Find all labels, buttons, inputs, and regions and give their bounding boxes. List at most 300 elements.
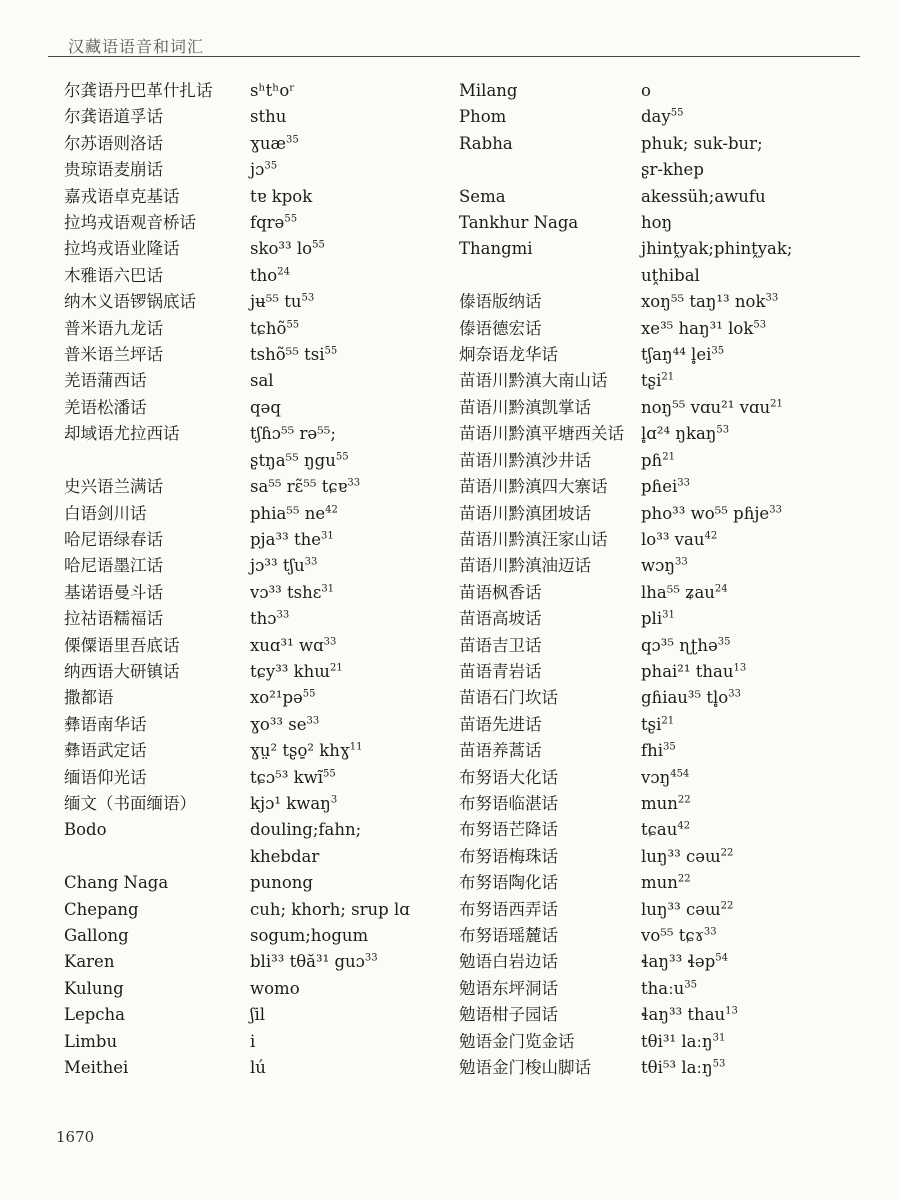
tone-mark: 35 xyxy=(286,134,299,146)
word-form xyxy=(641,263,879,289)
language-name: Phom xyxy=(459,107,507,127)
tone-mark: 55 xyxy=(284,213,298,225)
list-item xyxy=(459,844,879,870)
word-form xyxy=(250,210,464,236)
form-text: tɕɔ⁵³ kwĩ xyxy=(250,767,323,787)
form-text: phuk; suk-bur; xyxy=(641,133,763,153)
word-form xyxy=(641,765,879,791)
word-form xyxy=(250,395,464,421)
list-item xyxy=(64,210,464,236)
tone-mark: 31 xyxy=(712,1032,726,1044)
list-item xyxy=(64,659,464,685)
language-name: 纳西语大研镇话 xyxy=(64,661,180,681)
list-item xyxy=(64,184,464,210)
list-item xyxy=(64,78,464,104)
tone-mark: 35 xyxy=(684,979,698,991)
form-text: mun xyxy=(641,873,678,893)
tone-mark: 55 xyxy=(312,239,325,251)
word-form xyxy=(641,738,879,764)
language-name: Lepcha xyxy=(64,1005,125,1025)
form-text: lha⁵⁵ ʑau xyxy=(641,582,715,602)
list-item xyxy=(459,289,879,315)
tone-mark: 31 xyxy=(662,609,675,621)
list-item xyxy=(459,316,879,342)
tone-mark: 33 xyxy=(675,556,688,568)
tone-mark: 53 xyxy=(301,292,315,304)
tone-mark: 42 xyxy=(704,530,718,542)
language-name: Sema xyxy=(459,186,506,206)
list-item xyxy=(64,580,464,606)
form-text: uṱhibal xyxy=(641,265,700,285)
form-text: vo⁵⁵ tɕɤ xyxy=(641,926,704,945)
form-text: pja³³ the xyxy=(250,529,322,549)
header-rule xyxy=(48,56,860,57)
list-item xyxy=(459,421,879,447)
list-item xyxy=(459,157,879,183)
list-item xyxy=(64,448,464,474)
tone-mark: 24 xyxy=(277,266,290,278)
form-text: tɐ kpok xyxy=(250,186,313,206)
list-item xyxy=(64,923,464,949)
language-name: 苗语先进话 xyxy=(459,714,542,734)
list-item xyxy=(64,553,464,579)
list-item xyxy=(64,712,464,738)
form-text: xoŋ⁵⁵ taŋ¹³ nok xyxy=(641,292,766,312)
language-name: 苗语川黔滇油迈话 xyxy=(459,556,591,576)
form-text: xo²¹pə xyxy=(250,688,303,708)
language-name: Milang xyxy=(459,81,518,100)
word-form xyxy=(250,765,464,791)
list-item xyxy=(459,817,879,843)
tone-mark: 53 xyxy=(716,424,730,436)
word-form xyxy=(250,897,464,923)
list-item xyxy=(459,738,879,764)
word-form xyxy=(250,606,464,632)
language-name: Kulung xyxy=(64,978,124,998)
form-text: o xyxy=(641,81,651,100)
tone-mark: 42 xyxy=(325,504,338,515)
tone-mark: 22 xyxy=(677,794,691,806)
tone-mark: 55 xyxy=(286,319,300,331)
language-name: Meithei xyxy=(64,1058,129,1078)
word-form xyxy=(250,263,464,289)
word-form xyxy=(250,633,464,659)
tone-mark: 21 xyxy=(329,662,343,674)
form-text: jɔ xyxy=(250,160,265,180)
word-form xyxy=(641,923,879,949)
tone-mark: 3 xyxy=(330,794,338,806)
language-name: 彝语南华话 xyxy=(64,714,147,734)
language-name: 苗语川黔滇平塘西关话 xyxy=(459,424,624,444)
form-text: ɬaŋ³³ ɬəp xyxy=(641,952,716,972)
list-item xyxy=(459,527,879,553)
list-item xyxy=(64,738,464,764)
language-name: 贵琼语麦崩话 xyxy=(64,160,163,180)
form-text: day xyxy=(641,107,671,127)
language-name: 苗语石门坎话 xyxy=(459,688,558,708)
form-text: hoŋ xyxy=(641,213,673,233)
form-text: pɦei xyxy=(641,477,678,497)
list-item xyxy=(64,263,464,289)
word-form xyxy=(641,501,879,527)
list-item xyxy=(459,765,879,791)
word-form xyxy=(641,104,879,130)
tone-mark: 24 xyxy=(714,583,728,595)
tone-mark: 33 xyxy=(364,952,378,964)
list-item xyxy=(64,316,464,342)
word-form xyxy=(641,157,879,183)
form-text: jhinṱyak;phinṱyak; xyxy=(641,239,793,259)
form-text: vɔŋ xyxy=(641,767,671,787)
word-form xyxy=(250,368,464,394)
word-form xyxy=(250,342,464,368)
list-item xyxy=(459,342,879,368)
list-item xyxy=(64,501,464,527)
form-text: tʃɦɔ⁵⁵ rə⁵⁵; xyxy=(250,424,336,444)
language-name: 拉坞戎语业隆话 xyxy=(64,239,180,259)
list-item xyxy=(64,1002,464,1028)
form-text: punong xyxy=(250,873,313,893)
word-form xyxy=(641,844,879,870)
list-item xyxy=(64,949,464,975)
form-text: tɕau xyxy=(641,820,678,840)
form-text: xe³⁵ haŋ³¹ lok xyxy=(641,318,754,338)
list-item xyxy=(459,501,879,527)
word-form xyxy=(641,1002,879,1028)
form-text: ɣo³³ se xyxy=(250,714,307,734)
list-item xyxy=(64,685,464,711)
language-name: 基诺语曼斗话 xyxy=(64,582,163,602)
list-item xyxy=(64,897,464,923)
form-text: gɦiau³⁵ tl̥o xyxy=(641,688,729,708)
language-name: 嘉戎语卓克基话 xyxy=(64,186,180,206)
form-text: pli xyxy=(641,609,663,629)
tone-mark: 33 xyxy=(276,609,290,621)
language-name: 布努语西弄话 xyxy=(459,899,558,919)
word-form xyxy=(250,131,464,157)
word-form xyxy=(641,421,879,447)
language-name: Bodo xyxy=(64,820,107,840)
list-item xyxy=(459,949,879,975)
language-name: 纳木义语锣锅底话 xyxy=(64,292,196,312)
form-text: sal xyxy=(250,371,274,391)
list-item xyxy=(459,976,879,1002)
language-name: 羌语松潘话 xyxy=(64,397,147,417)
language-name: Tankhur Naga xyxy=(459,213,579,233)
list-item xyxy=(459,448,879,474)
form-text: xuɑ³¹ wɑ xyxy=(250,635,324,655)
form-text: l̥ɑ²⁴ ŋkaŋ xyxy=(641,424,717,444)
tone-mark: 22 xyxy=(720,900,734,912)
form-text: fqrə xyxy=(250,213,285,233)
word-form xyxy=(641,817,879,843)
list-item xyxy=(459,659,879,685)
word-form xyxy=(250,448,464,474)
word-form xyxy=(250,1055,464,1081)
list-item xyxy=(459,131,879,157)
page-number: 1670 xyxy=(56,1128,95,1146)
tone-mark: 33 xyxy=(677,477,690,489)
tone-mark: 33 xyxy=(765,292,779,304)
word-form xyxy=(641,580,879,606)
list-item xyxy=(459,1002,879,1028)
language-name: 苗语高坡话 xyxy=(459,609,542,629)
list-item xyxy=(459,606,879,632)
list-item xyxy=(64,289,464,315)
tone-mark: 11 xyxy=(349,741,363,753)
language-name: 苗语吉卫话 xyxy=(459,635,542,655)
form-text: akessüh;awufu xyxy=(641,186,766,206)
language-name xyxy=(64,448,250,474)
word-form xyxy=(250,527,464,553)
language-name: 白语剑川话 xyxy=(64,503,147,523)
language-name: 普米语兰坪话 xyxy=(64,345,163,365)
list-item xyxy=(64,157,464,183)
word-form xyxy=(250,976,464,1002)
list-item xyxy=(459,1029,879,1055)
word-form xyxy=(641,131,879,157)
language-name: 勉语白岩边话 xyxy=(459,952,558,972)
word-form xyxy=(641,78,879,104)
word-form xyxy=(250,553,464,579)
word-form xyxy=(641,395,879,421)
language-name: 拉坞戎语观音桥话 xyxy=(64,213,196,233)
form-text: ɣuæ xyxy=(250,133,287,153)
word-form xyxy=(641,184,879,210)
form-text: qəq xyxy=(250,397,281,417)
left-column xyxy=(64,78,464,1081)
word-form xyxy=(250,923,464,949)
word-form xyxy=(641,342,879,368)
tone-mark: 33 xyxy=(304,556,318,568)
word-form xyxy=(641,897,879,923)
word-form xyxy=(250,817,464,843)
list-item xyxy=(64,474,464,500)
word-form xyxy=(250,949,464,975)
list-item xyxy=(459,580,879,606)
word-form xyxy=(250,1002,464,1028)
form-text: ʂtŋa⁵⁵ ŋgu xyxy=(250,450,336,470)
word-form xyxy=(641,210,879,236)
language-name: 苗语川黔滇沙井话 xyxy=(459,450,591,470)
word-form xyxy=(641,474,879,500)
tone-mark: 35 xyxy=(711,345,725,357)
language-name: Gallong xyxy=(64,926,129,945)
list-item xyxy=(459,1055,879,1081)
list-item xyxy=(64,527,464,553)
word-form xyxy=(641,949,879,975)
tone-mark: 33 xyxy=(769,504,782,515)
form-text: kjɔ¹ kwaŋ xyxy=(250,793,331,813)
form-text: tʂi xyxy=(641,714,662,734)
word-form xyxy=(250,844,464,870)
word-form xyxy=(250,78,464,104)
word-form xyxy=(641,712,879,738)
language-name: 缅语仰光话 xyxy=(64,767,147,787)
list-item xyxy=(459,897,879,923)
word-form xyxy=(250,738,464,764)
list-item xyxy=(459,210,879,236)
list-item xyxy=(459,685,879,711)
language-name: Limbu xyxy=(64,1031,118,1051)
word-form xyxy=(641,553,879,579)
language-name: 苗语川黔滇凯掌话 xyxy=(459,397,591,417)
word-form xyxy=(641,236,879,262)
tone-mark: 21 xyxy=(770,398,783,410)
language-name: 苗语养蒿话 xyxy=(459,741,542,761)
language-name: 布努语大化话 xyxy=(459,767,558,787)
language-name: Chang Naga xyxy=(64,873,169,893)
tone-mark: 35 xyxy=(264,160,278,172)
language-name: 炯奈语龙华话 xyxy=(459,345,558,365)
list-item xyxy=(64,131,464,157)
tone-mark: 54 xyxy=(715,952,728,964)
list-item xyxy=(459,184,879,210)
word-form xyxy=(250,501,464,527)
form-text: tho xyxy=(250,265,278,285)
list-item xyxy=(64,870,464,896)
language-name: 普米语九龙话 xyxy=(64,318,163,338)
language-name: 布努语陶化话 xyxy=(459,873,558,893)
word-form xyxy=(250,580,464,606)
language-name: 傣语版纳话 xyxy=(459,292,542,312)
language-name: 苗语川黔滇大南山话 xyxy=(459,371,608,391)
form-text: thaːu xyxy=(641,978,685,998)
form-text: sogum;hogum xyxy=(250,926,369,945)
form-text: vɔ³³ tshɛ xyxy=(250,582,322,602)
language-name: 苗语枫香话 xyxy=(459,582,542,602)
form-text: i xyxy=(250,1031,256,1051)
tone-mark: 33 xyxy=(347,477,361,489)
word-form xyxy=(641,976,879,1002)
form-text: khebdar xyxy=(250,846,320,866)
word-form xyxy=(250,421,464,447)
form-text: tθi³¹ laːŋ xyxy=(641,1031,713,1051)
language-name: 史兴语兰满话 xyxy=(64,477,163,497)
tone-mark: 13 xyxy=(733,662,747,674)
language-name: 布努语瑶麓话 xyxy=(459,926,558,945)
language-name: 木雅语六巴话 xyxy=(64,265,163,285)
list-item xyxy=(64,765,464,791)
word-form xyxy=(250,157,464,183)
tone-mark: 42 xyxy=(677,820,691,832)
list-item xyxy=(459,870,879,896)
form-text: ʂr-khep xyxy=(641,160,704,180)
form-text: noŋ⁵⁵ vɑu²¹ vɑu xyxy=(641,397,771,417)
language-name: 勉语柑子园话 xyxy=(459,1005,558,1025)
language-name: 尔龚语道孚话 xyxy=(64,107,163,127)
form-text: ɬaŋ³³ thau xyxy=(641,1005,726,1025)
right-column xyxy=(459,78,879,1081)
form-text: phia⁵⁵ ne xyxy=(250,503,326,523)
word-form xyxy=(250,685,464,711)
list-item xyxy=(64,844,464,870)
list-item xyxy=(459,791,879,817)
form-text: ɣṳ² tʂo̱² khɣ xyxy=(250,741,350,761)
form-text: sko³³ lo xyxy=(250,239,313,259)
tone-mark: 33 xyxy=(306,715,320,727)
language-name: 苗语川黔滇四大寨话 xyxy=(459,477,608,497)
word-form xyxy=(250,474,464,500)
form-text: tɕy³³ khɯ xyxy=(250,661,330,681)
word-form xyxy=(250,870,464,896)
list-item xyxy=(64,368,464,394)
form-text: lú xyxy=(250,1058,266,1078)
language-name: 撒都语 xyxy=(64,688,114,708)
language-name: Chepang xyxy=(64,899,139,919)
form-text: tɕhõ xyxy=(250,318,287,338)
list-item xyxy=(459,368,879,394)
tone-mark: 31 xyxy=(321,583,335,595)
form-text: luŋ³³ cəɯ xyxy=(641,846,721,866)
form-text: thɔ xyxy=(250,609,277,629)
list-item xyxy=(459,553,879,579)
language-name xyxy=(459,157,641,183)
tone-mark: 55 xyxy=(670,107,684,119)
form-text: qɔ³⁵ ɳʈhə xyxy=(641,635,718,655)
form-text: bli³³ tθă³¹ guɔ xyxy=(250,952,365,972)
list-item xyxy=(459,633,879,659)
list-item xyxy=(64,421,464,447)
language-name: 苗语川黔滇汪家山话 xyxy=(459,529,608,549)
list-item xyxy=(459,712,879,738)
language-name: 尔龚语丹巴革什扎话 xyxy=(64,81,213,100)
form-text: cuh; khorh; srup lɑ xyxy=(250,899,410,919)
word-form xyxy=(641,1029,879,1055)
list-item xyxy=(64,817,464,843)
form-text: sthu xyxy=(250,107,287,127)
language-name: 勉语东坪洞话 xyxy=(459,978,558,998)
form-text: fhi xyxy=(641,741,664,761)
form-text: tshõ⁵⁵ tsi xyxy=(250,345,325,365)
word-form xyxy=(250,184,464,210)
tone-mark: 33 xyxy=(703,926,717,938)
language-name: 彝语武定话 xyxy=(64,741,147,761)
list-item xyxy=(64,236,464,262)
tone-mark: 55 xyxy=(324,345,338,357)
language-name: 苗语川黔滇团坡话 xyxy=(459,503,591,523)
list-item xyxy=(459,236,879,262)
tone-mark: 22 xyxy=(677,873,691,885)
tone-mark: 22 xyxy=(720,847,734,859)
word-form xyxy=(641,870,879,896)
language-name: Thangmi xyxy=(459,239,533,259)
form-text: jʉ⁵⁵ tu xyxy=(250,292,302,312)
language-name: 布努语临湛话 xyxy=(459,793,558,813)
list-item xyxy=(64,104,464,130)
word-form xyxy=(641,316,879,342)
list-item xyxy=(459,395,879,421)
word-form xyxy=(250,1029,464,1055)
list-item xyxy=(64,791,464,817)
form-text: womo xyxy=(250,978,300,998)
word-form xyxy=(250,289,464,315)
tone-mark: 35 xyxy=(663,741,676,753)
form-text: phai²¹ thau xyxy=(641,661,734,681)
list-item xyxy=(459,923,879,949)
word-form xyxy=(641,368,879,394)
word-form xyxy=(250,659,464,685)
word-form xyxy=(250,316,464,342)
language-name: 勉语金门览金话 xyxy=(459,1031,575,1051)
form-text: tʂi xyxy=(641,371,662,391)
tone-mark: 33 xyxy=(323,636,337,648)
form-text: pɦ xyxy=(641,450,663,470)
language-name: 羌语蒲西话 xyxy=(64,371,147,391)
word-form xyxy=(641,791,879,817)
form-text: lo³³ vau xyxy=(641,529,705,549)
form-text: mun xyxy=(641,793,678,813)
